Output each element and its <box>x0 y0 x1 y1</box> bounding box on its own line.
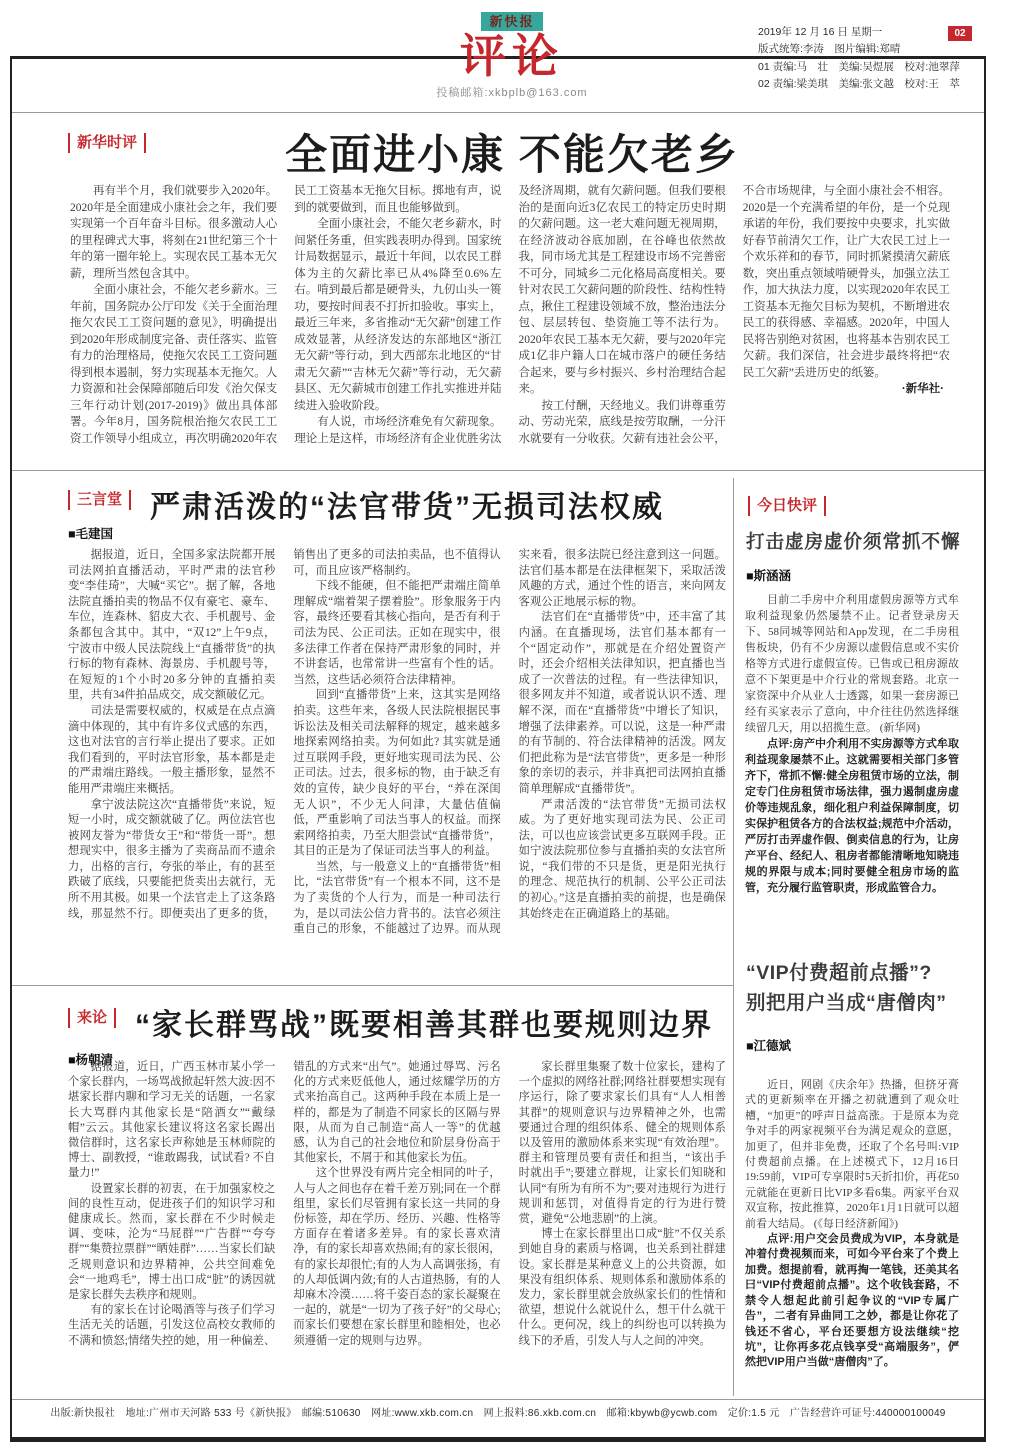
body-paragraph: 这个世界没有两片完全相同的叶子，人与人之间也存在着千差万别;同在一个群组里，家长们尽管拥有家长这一共同的身份标签，却在学历、经历、兴趣、性格等方面存在着诸多差异。有的家长喜欢清净，有的家长却喜欢热闹;有的家长很闲，有的家长却很忙;有的人为人高调张扬，有的人却低调内敛;有的人古道热肠，有的人却麻木冷漠……将千姿百态的家长凝聚在一起的，就是“一切为了孩子好”的父母心;而家长们要想在家长群里和睦相处，也必须遵循一定的规则与边界。 <box>293 1167 501 1347</box>
publication-info: 出版:新快报社 地址:广州市天河路 533 号《新快报》 邮编:510630 网址:www.xkb.com.cn 网上报料:86.xkb.com.cn 邮箱:kbywb@ycwb.com 定价:1.5 元 广告经营许可证号:440000100049 <box>50 1408 946 1419</box>
date-line: 2019年 12 月 16 日 星期一 <box>758 26 883 38</box>
page-number-badge: 02 <box>948 26 972 41</box>
body-paragraph: 有人说，市场经济难免有欠薪现象。理论上是这样，市场经济有企业优胜劣汰及经济周期，就有欠薪问题。但我们要根治的是面向近3亿农民工的特定历史时期的欠薪问题。这一老大难问题无视周期，在经济波动谷底加剧，在谷峰也依然故我，同市场尤其是工程建设市场不完善密不可分，同城乡二元化格局高度相关。要针对农民工欠薪问题的阶段性、结构性特点，揪住工程建设领域不放，整治违法分包、层层转包、垫资施工等不法行为。2020年农民工基本无欠薪，要与2020年完成1亿非户籍人口在城市落户的硬任务结合起来，要与乡村振兴、乡村治理结合起来。 <box>294 185 726 445</box>
body-paragraph: 下线不能硬，但不能把严肃端庄简单理解成“端着架子摆着脸”。形象服务于内容，最终还要看其核心指向，是否有利于司法为民、公正司法。正如在现实中，很多法律工作者在保持严肃形象的同时，并不讲套话，也常常讲一些富有个性的话。当然，这些话必须符合法律精神。 <box>293 580 501 686</box>
judge-author-byline: ■毛建国 <box>68 527 114 541</box>
body-paragraph: 据报道，近日，广西玉林市某小学一个家长群内，一场骂战掀起轩然大波:因不堪家长群内聊和学习无关的话题，一名家长大骂群内其他家长是“陪酒女”“戴绿帽”云云。其他家长建议将这名家长踢出微信群时，这名家长声称她是玉林师院的博士、副教授，“谁敢踢我，试试看? 不自量力!” <box>68 1061 276 1180</box>
body-paragraph: 再有半个月，我们就要步入2020年。2020年是全面建成小康社会之年，我们要实现第一个百年奋斗目标。很多激动人心的里程碑式大事，将刻在21世纪第三个十年的第一圈年轮上。实现农民工基本无欠薪，理所当然包含其中。 <box>70 185 278 280</box>
body-paragraph: 有的家长在讨论喝酒等与孩子们学习生活无关的话题，引发这位高校女教师的不满和愤怒;情绪失控的她，用一种偏差、错乱的方式来“出气”。她通过辱骂、污名化的方式来贬低他人，通过炫耀学历的方式来抬高自己。这两种手段在本质上是一样的，都是为了制造不同家长的区隔与界限，从而为自己制造“高人一等”的优越感，认为自己的社会地位和阶层身份高于其他家长，不屑于和其他家长为伍。 <box>68 1061 501 1347</box>
body-paragraph: 据报道，近日，全国多家法院都开展司法网拍直播活动，平时严肃的法官秒变“李佳琦”，大喊“买它”。据了解，各地法院直播拍卖的物品不仅有豪宅、豪车、车位，连森林、貂皮大衣、手机靓号、金条都包含其中。其中，“双12”上午9点，宁波市中级人民法院线上“直播带货”的执行标的物有森林、海景房、手机靓号等，在短短的1个小时20多分钟的直播拍卖里，共有34件拍品成交，成交额破亿元。 <box>68 549 276 702</box>
body-paragraph: 按工付酬，天经地义。我们讲尊重劳动、劳动光荣，底线是按劳取酬，一分汗水就要有一分收获。欠薪有违社会公平，不合市场规律，与全面小康社会不相容。2020是一个充满希望的年份，是一个兑现承诺的年份，我们要按中央要求，扎实做好春节前清欠工作，让广大农民工过上一个欢乐祥和的春节，同时抓紧摸清欠薪底数，突出重点领域啃硬骨头，加强立法工作，加大执法力度，以实现2020年农民工工资基本无拖欠目标为契机，不断增进农民工的获得感、幸福感。2020年，中国人民将告别绝对贫困，也将基本告别农民工欠薪。我们深信，社会进步最终将把“农民工欠薪”丢进历史的纸篓。 <box>518 185 950 445</box>
kuaiping-author-byline: ■斯涵涵 <box>746 569 792 583</box>
page-title: 评论 <box>460 31 564 82</box>
section-divider-2 <box>12 985 733 986</box>
tag-label: 三言堂 <box>68 490 131 510</box>
parents-author-byline: ■杨朝清 <box>68 1053 114 1067</box>
newspaper-logo: 新快报 <box>481 12 542 31</box>
section-tag-kuaiping <box>748 496 826 516</box>
comment-paragraph: 点评:房产中介利用不实房源等方式牟取利益现象屡禁不止。这就需要相关部门多管齐下，常抓不懈:健全房租赁市场的立法，制定专门住房租赁市场法律，强力遏制虚房虚价等违规乱象，细化租户利益保障制度，切实保护租赁各方的合法权益;规范中介活动，严厉打击弄虚作假、倒卖信息的行为，让房产平台、经纪人、租房者都能清晰地知晓违规的界限与成本;同时要健全租房市场的监管，充分履行监管职责，形成监管合力。 <box>745 738 959 894</box>
vip-headline-line2: 别把用户当成“唐僧肉” <box>746 992 947 1015</box>
tag-label: 来论 <box>68 1008 116 1028</box>
kuaiping-body <box>745 592 959 896</box>
submission-email: 投稿邮箱:xkbplb@163.com <box>436 87 588 100</box>
credits-line: 02 责编:梁美琪 美编:张文越 校对:王 萃 <box>758 77 960 90</box>
comment-paragraph: 点评:用户交会员费成为VIP，本身就是冲着付费视频而来，可如今平台来了个费上加费。想提前看，就再掏一笔钱，还美其名曰“VIP付费超前点播”。这个收钱套路，不禁令人想起此前引起争议的“VIP专属广告”，二者有异曲同工之妙，都是让你花了钱还不省心，平台还要想方设法继续“挖坑”，让你再多花点钱享受“高端服务”，俨然把VIP用户当做“唐僧肉”了。 <box>745 1233 959 1369</box>
left-border <box>10 56 12 1442</box>
news-paragraph: 近日，网剧《庆余年》热播，但挤牙膏式的更新频率在开播之初就遭到了观众吐槽，“加更”的呼声日益高涨。于是原本为竞争对手的两家视频平台为满足观众的意愿，加更了，但并非免费，还取了个名号叫:VIP付费超前点播。在上述模式下，12月16日19:59前，VIP可专享限时5天折扣价，再花50元就能在更新日比VIP多看6集。两家平台双双宣称，按此推算，2020年1月1日就可以超前看大结局。 (《每日经济新闻》) <box>745 1079 959 1230</box>
parents-article-body <box>68 1060 726 1349</box>
parents-article-headline: “家长群骂战”既要相善其群也要规则边界 <box>135 1009 713 1042</box>
vip-headline <box>746 958 972 1018</box>
vip-body <box>745 1078 959 1371</box>
body-paragraph: 司法是需要权威的，权威是在点点滴滴中体现的，其中有许多仪式感的东西，这也对法官的言行举止提出了要求。正如我们看到的，平时法官形象，基本都是走的严肃端庄路线。一般主播形象，显然不能用严肃端庄来概括。 <box>68 704 276 795</box>
staff-credits <box>758 24 960 93</box>
xinhua-signoff: ·新华社· <box>901 383 944 395</box>
sidebar-divider <box>733 478 734 1396</box>
body-paragraph: 严肃活泼的“法官带货”无损司法权威。为了更好地实现司法为民、公正司法，可以也应该尝试更多互联网手段。正如宁波法院那位参与直播拍卖的女法官所说，“我们带的不只是货，更是阳光执行的理念、规范执行的机制、公平公正司法的初心。”这是直播拍卖的前提，也是确保其始终走在正确道路上的基础。 <box>518 798 726 920</box>
bottom-bar <box>10 1437 986 1442</box>
section-tag-lailun <box>68 1008 116 1028</box>
body-paragraph: 设置家长群的初衷，在于加强家校之间的良性互动，促进孩子们的知识学习和健康成长。然而，家长群在不少时候走调、变味，沦为“马屁群”“广告群”“夸夸群”“集赞拉票群”“晒娃群”……当家长们缺乏规则意识和边界精神，公共空间难免会“一地鸡毛”，博士出口成“脏”的诱因就是家长群失去秩序和规则。 <box>68 1182 276 1302</box>
footer-divider <box>12 1399 984 1400</box>
header-divider <box>12 112 984 113</box>
section-divider-1 <box>12 470 984 471</box>
main-article-headline: 全面进小康 不能欠老乡 <box>285 131 739 178</box>
body-paragraph: 法官们在“直播带货”中，还丰富了其内涵。在直播现场，法官们基本都有一个“固定动作”，那就是在介绍处置资产时，还会介绍相关法律知识，把直播也当成了一次普法的过程。有一些法律知识，很多网友并不知道，或者说认识不透、理解不深，而在“直播带货”中增长了知识，增强了法律素养。可以说，这是一种严肃的有节制的、符合法律精神的活泼。网友们把此称为是“法官带货”，更多是一种形象的亲切的表示，并非真把司法网拍直播简单理解成“直播带货”。 <box>518 611 726 795</box>
vip-author-byline: ■江德斌 <box>746 1039 792 1053</box>
body-paragraph: 家长群里集聚了数十位家长，建构了一个虚拟的网络社群;网络社群要想实现有序运行，除了要求家长们具有“人人相善其群”的规则意识与边界精神之外，也需要通过合理的组织体系、健全的规则体系以及管用的激励体系来实现“有效治理”。群主和管理员要有责任和担当，“该出手时就出手”;要建立群规，让家长们知晓和认同“有所为有所不为”;要对违规行为进行规训和惩罚，对值得肯定的行为进行赞赏，避免“公地悲剧”的上演。 <box>518 1061 726 1226</box>
credits-line: 01 责编:马 壮 美编:吴煜展 校对:池翠萍 <box>758 60 960 73</box>
body-paragraph: 回到“直播带货”上来，这其实是网络拍卖。这些年来，各级人民法院根据民事诉讼法及相关司法解释的规定，越来越多地探索网络拍卖。为何如此? 其实就是通过互联网手段，更好地实现司法为民、公正司法。过去，很多标的物，由于缺乏有效的宣传，缺少良好的平台，“养在深闺无人识”，不少无人问津，大量估值偏低，严重影响了司法当事人的权益。而探索网络拍卖，乃至大胆尝试“直播带货”，其目的正是为了保证司法当事人的利益。 <box>293 689 501 858</box>
news-paragraph: 目前二手房中介利用虚假房源等方式牟取利益现象仍然屡禁不止。记者登录房天下、58同城等网站和App发现，在二手房租售板块，仍有不少房源以虚假信息或不实价格等方式进行虚假宣传。已售或已租房源故意不下架更是中介行业的常规套路。北京一家资深中介从业人士透露，如果一套房源已经有买家表示了意向，中介往往仍然选择继续留几天，用以招揽生意。 (新华网) <box>745 594 959 734</box>
body-paragraph: 博士在家长群里出口成“脏”不仅关系到她自身的素质与格调，也关系到社群建设。家长群是某种意义上的公共资源，如果没有组织体系、规则体系和激励体系的发力，家长群里就会放纵家长们的性情和欲望，想说什么就说什么，想干什么就干什么。更何况，线上的纠纷也可以转换为线下的矛盾，引发人与人之间的冲突。 <box>518 1228 726 1347</box>
judge-article-body <box>68 548 726 938</box>
tag-label: 新华时评 <box>68 133 146 153</box>
judge-article-headline: 严肃活泼的“法官带货”无损司法权威 <box>150 491 664 524</box>
vip-headline-line1: “VIP付费超前点播”? <box>746 962 932 984</box>
kuaiping-headline: 打击虚房虚价须常抓不懈 <box>746 531 961 552</box>
main-article-body <box>70 183 950 447</box>
body-paragraph: 拿宁波法院这次“直播带货”来说，短短一小时，成交额就破了亿。两位法官也被网友誉为“带货女王”和“带货一哥”。想想现实中，很多主播为了卖商品而不遗余力，出格的言行，夸张的举止，有的甚至跌破了底线，只要能把货卖出去就行，无所不用其极。如果一个法官走上了这条路线，那显然不行。即便卖出了更多的货，销售出了更多的司法拍卖品，也不值得认可，而且应该严格制约。 <box>68 549 501 920</box>
tag-label: 今日快评 <box>748 496 826 516</box>
body-paragraph: 全面小康社会，不能欠老乡薪水。三年前，国务院办公厅印发《关于全面治理拖欠农民工工资问题的意见》，明确提出到2020年形成制度完备、责任落实、监管有力的治理格局，使拖欠农民工工资问题得到根本遏制，努力实现基本无拖欠。人力资源和社会保障部随后印发《治欠保支三年行动计划(2017-2019)》做出具体部署。今年8月，国务院根治拖欠农民工工资工作领导小组成立，再次明确2020年农民工工资基本无拖欠目标。掷地有声，说到的就要做到，而且也能够做到。 <box>70 185 502 445</box>
section-tag-sanyantang <box>68 490 131 510</box>
credits-line: 版式统筹:李涛 图片编辑:郑晴 <box>758 43 901 56</box>
right-border <box>984 56 986 1442</box>
body-paragraph: 全面小康社会，不能欠老乡薪水，时间紧任务重，但实践表明办得到。国家统计局数据显示，最近十年间，以农民工群体为主的欠薪比率已从4%降至0.6%左右。啃到最后都是硬骨头，九仞山头一篑功，要按时间表不打折扣验收。事实上，最近三年来，多省推动“无欠薪”创建工作成效显著，从经济发达的东部地区“浙江无欠薪”等行动，到大西部东北地区的“甘肃无欠薪”“吉林无欠薪”等行动，无欠薪县区、无欠薪城市创建工作扎实推进并陆续进入验收阶段。 <box>294 218 502 412</box>
body-paragraph: 当然，与一般意义上的“直播带货”相比，“法官带货”有一个根本不同，这不是为了卖货的个人行为，而是一种司法行为，是以司法公信力背书的。法官必须注重自己的形象，不能越过了边界。而从现实来看，很多法院已经注意到这一问题。法官们基本都是在法律框架下，采取活泼风趣的方式，通过个性的语言，来向网友客观公正地展示标的物。 <box>293 549 726 936</box>
